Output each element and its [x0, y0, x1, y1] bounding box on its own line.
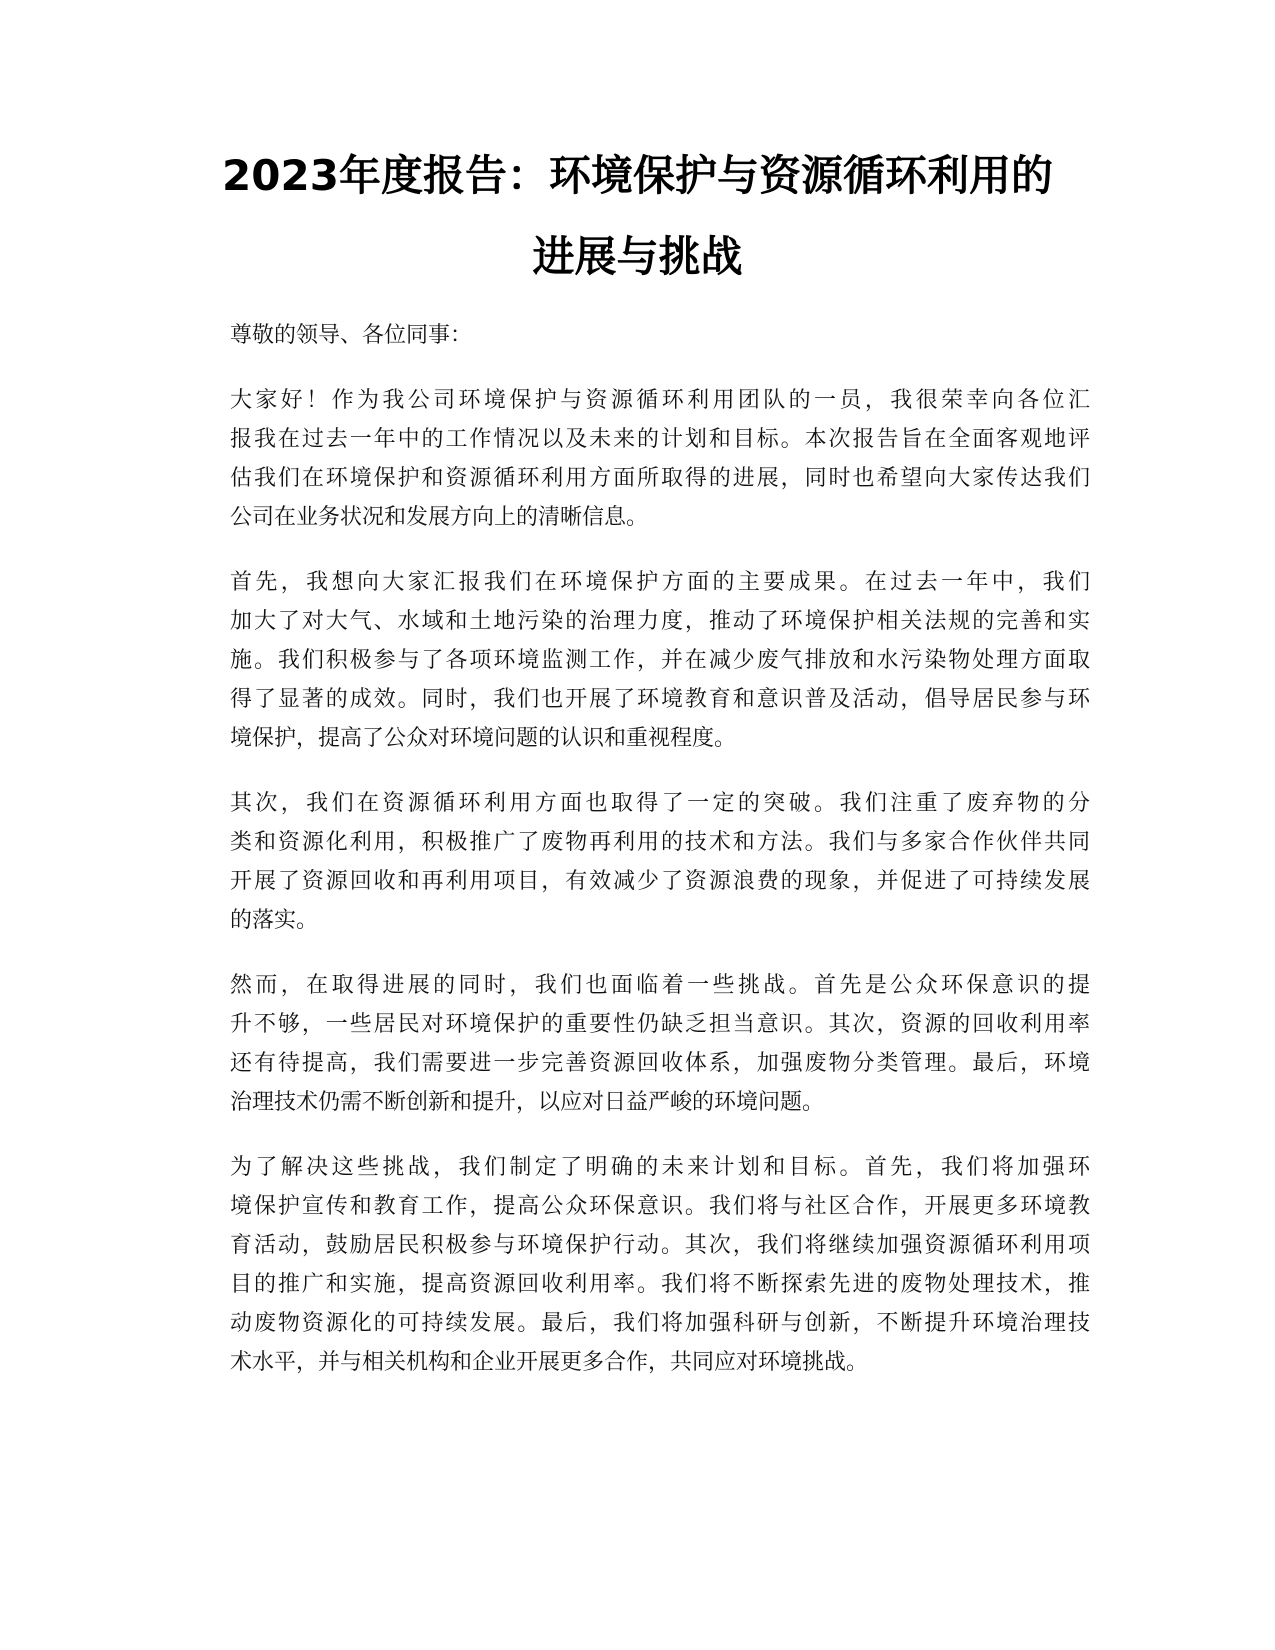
paragraph-line: 加大了对大气、水域和土地污染的治理力度，推动了环境保护相关法规的完善和实 — [230, 609, 1090, 634]
paragraph-line: 术水平，并与相关机构和企业开展更多合作，共同应对环境挑战。 — [230, 1350, 869, 1375]
document-title-line-1: 2023年度报告：环境保护与资源循环利用的 — [222, 151, 1053, 200]
paragraph-line: 为了解决这些挑战，我们制定了明确的未来计划和目标。首先，我们将加强环 — [230, 1155, 1090, 1180]
paragraph-line: 然而，在取得进展的同时，我们也面临着一些挑战。首先是公众环保意识的提 — [230, 973, 1090, 998]
document-title-line-2: 进展与挑战 — [532, 232, 743, 281]
paragraph-line: 目的推广和实施，提高资源回收利用率。我们将不断探索先进的废物处理技术，推 — [230, 1272, 1090, 1297]
paragraph-future-plans — [186, 1148, 1090, 1382]
paragraph-challenges — [186, 966, 1090, 1122]
paragraph-line: 首先，我想向大家汇报我们在环境保护方面的主要成果。在过去一年中，我们 — [230, 570, 1090, 595]
paragraph-line: 报我在过去一年中的工作情况以及未来的计划和目标。本次报告旨在全面客观地评 — [230, 427, 1090, 452]
paragraph-line: 境保护宣传和教育工作，提高公众环保意识。我们将与社区合作，开展更多环境教 — [230, 1194, 1090, 1219]
paragraph-line: 治理技术仍需不断创新和提升，以应对日益严峻的环境问题。 — [230, 1090, 825, 1115]
paragraph-environment-achievements — [186, 563, 1090, 758]
paragraph-line: 大家好！作为我公司环境保护与资源循环利用团队的一员，我很荣幸向各位汇 — [230, 388, 1090, 413]
paragraph-line: 类和资源化利用，积极推广了废物再利用的技术和方法。我们与多家合作伙伴共同 — [230, 830, 1090, 855]
salutation: 尊敬的领导、各位同事： — [230, 323, 473, 348]
paragraph-line: 公司在业务状况和发展方向上的清晰信息。 — [230, 505, 649, 530]
paragraph-greeting — [186, 381, 1090, 537]
paragraph-line: 开展了资源回收和再利用项目，有效减少了资源浪费的现象，并促进了可持续发展 — [230, 869, 1090, 894]
paragraph-line: 其次，我们在资源循环利用方面也取得了一定的突破。我们注重了废弃物的分 — [230, 791, 1090, 816]
paragraph-line: 升不够，一些居民对环境保护的重要性仍缺乏担当意识。其次，资源的回收利用率 — [230, 1012, 1090, 1037]
paragraph-line: 的落实。 — [230, 908, 319, 933]
paragraph-line: 动废物资源化的可持续发展。最后，我们将加强科研与创新，不断提升环境治理技 — [230, 1311, 1090, 1336]
paragraph-line: 得了显著的成效。同时，我们也开展了环境教育和意识普及活动，倡导居民参与环 — [230, 687, 1090, 712]
paragraph-line: 还有待提高，我们需要进一步完善资源回收体系，加强废物分类管理。最后，环境 — [230, 1051, 1090, 1076]
paragraph-line: 育活动，鼓励居民积极参与环境保护行动。其次，我们将继续加强资源循环利用项 — [230, 1233, 1090, 1258]
document-body — [186, 316, 1090, 1408]
paragraph-line: 施。我们积极参与了各项环境监测工作，并在减少废气排放和水污染物处理方面取 — [230, 648, 1090, 673]
paragraph-line: 境保护，提高了公众对环境问题的认识和重视程度。 — [230, 726, 737, 751]
paragraph-line: 估我们在环境保护和资源循环利用方面所取得的进展，同时也希望向大家传达我们 — [230, 466, 1090, 491]
paragraph-resource-recycling — [186, 784, 1090, 940]
